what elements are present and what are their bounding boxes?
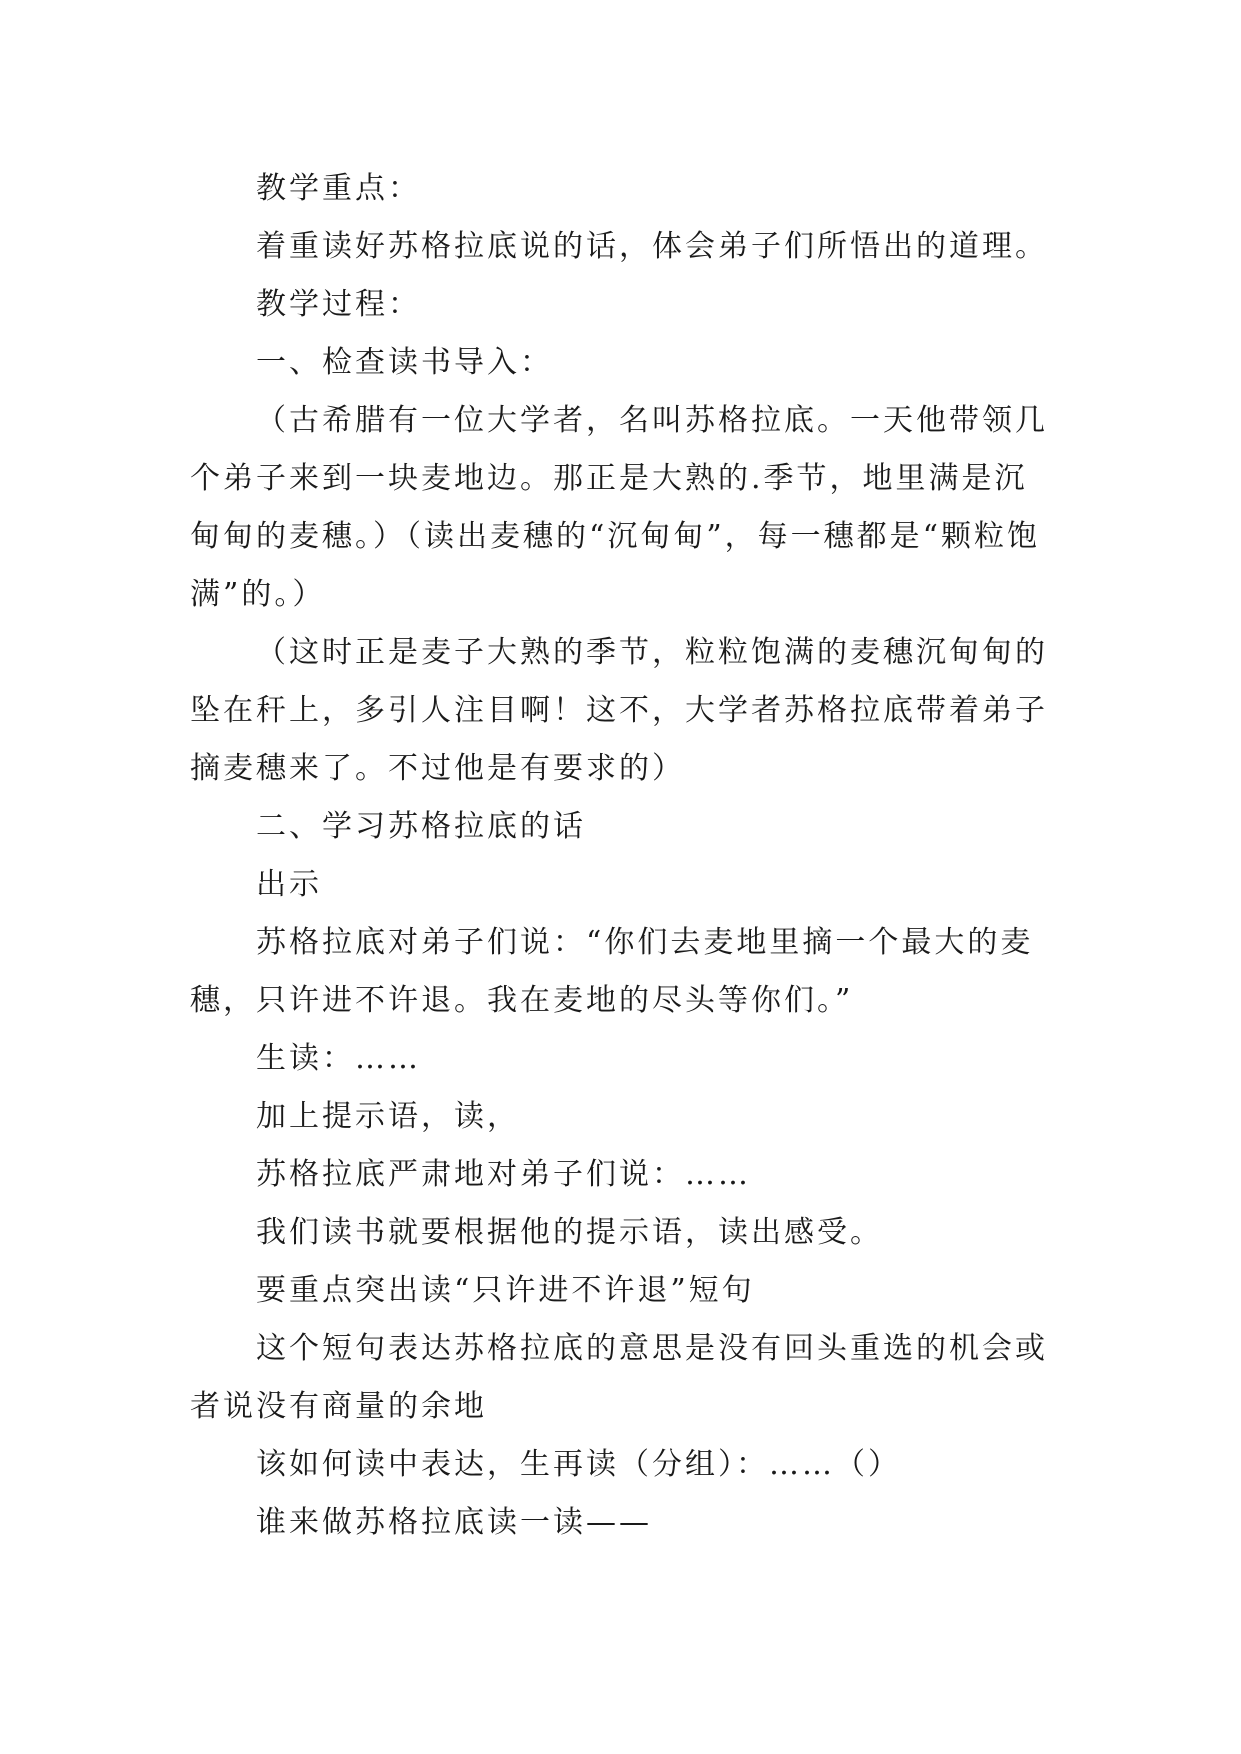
paragraph-who-reads: 谁来做苏格拉底读一读——	[256, 1505, 652, 1540]
document-body	[190, 160, 1060, 1552]
paragraph-student-read: 生读：……	[256, 1041, 421, 1076]
paragraph-group-read: 该如何读中表达，生再读（分组）：……（）	[256, 1447, 901, 1482]
heading-teaching-focus: 教学重点：	[256, 171, 421, 206]
paragraph-add-prompt: 加上提示语，读，	[256, 1099, 520, 1134]
paragraph-focus-content: 着重读好苏格拉底说的话，体会弟子们所悟出的道理。	[256, 229, 1048, 264]
paragraph-socrates-quote: 苏格拉底对弟子们说：“你们去麦地里摘一个最大的麦穗，只许进不许退。我在麦地的尽头等你们。”	[190, 925, 1034, 1018]
paragraph-serious-tone: 苏格拉底严肃地对弟子们说：……	[256, 1157, 751, 1192]
paragraph-emphasis: 要重点突出读“只许进不许退”短句	[256, 1273, 755, 1308]
section-heading-1: 一、检查读书导入：	[256, 345, 553, 380]
paragraph-season-context: （这时正是麦子大熟的季节，粒粒饱满的麦穗沉甸甸的坠在秆上，多引人注目啊！这不，大学者苏格拉底带着弟子摘麦穗来了。不过他是有要求的）	[190, 635, 1048, 786]
section-heading-2: 二、学习苏格拉底的话	[256, 809, 586, 844]
paragraph-meaning: 这个短句表达苏格拉底的意思是没有回头重选的机会或者说没有商量的余地	[190, 1331, 1048, 1424]
paragraph-show: 出示	[256, 867, 322, 902]
paragraph-read-feeling: 我们读书就要根据他的提示语，读出感受。	[256, 1215, 883, 1250]
paragraph-intro-story: （古希腊有一位大学者，名叫苏格拉底。一天他带领几个弟子来到一块麦地边。那正是大熟的.季节，地里满是沉甸甸的麦穗。）（读出麦穗的“沉甸甸”，每一穗都是“颗粒饱满”的。）	[190, 403, 1048, 612]
heading-teaching-process: 教学过程：	[256, 287, 421, 322]
